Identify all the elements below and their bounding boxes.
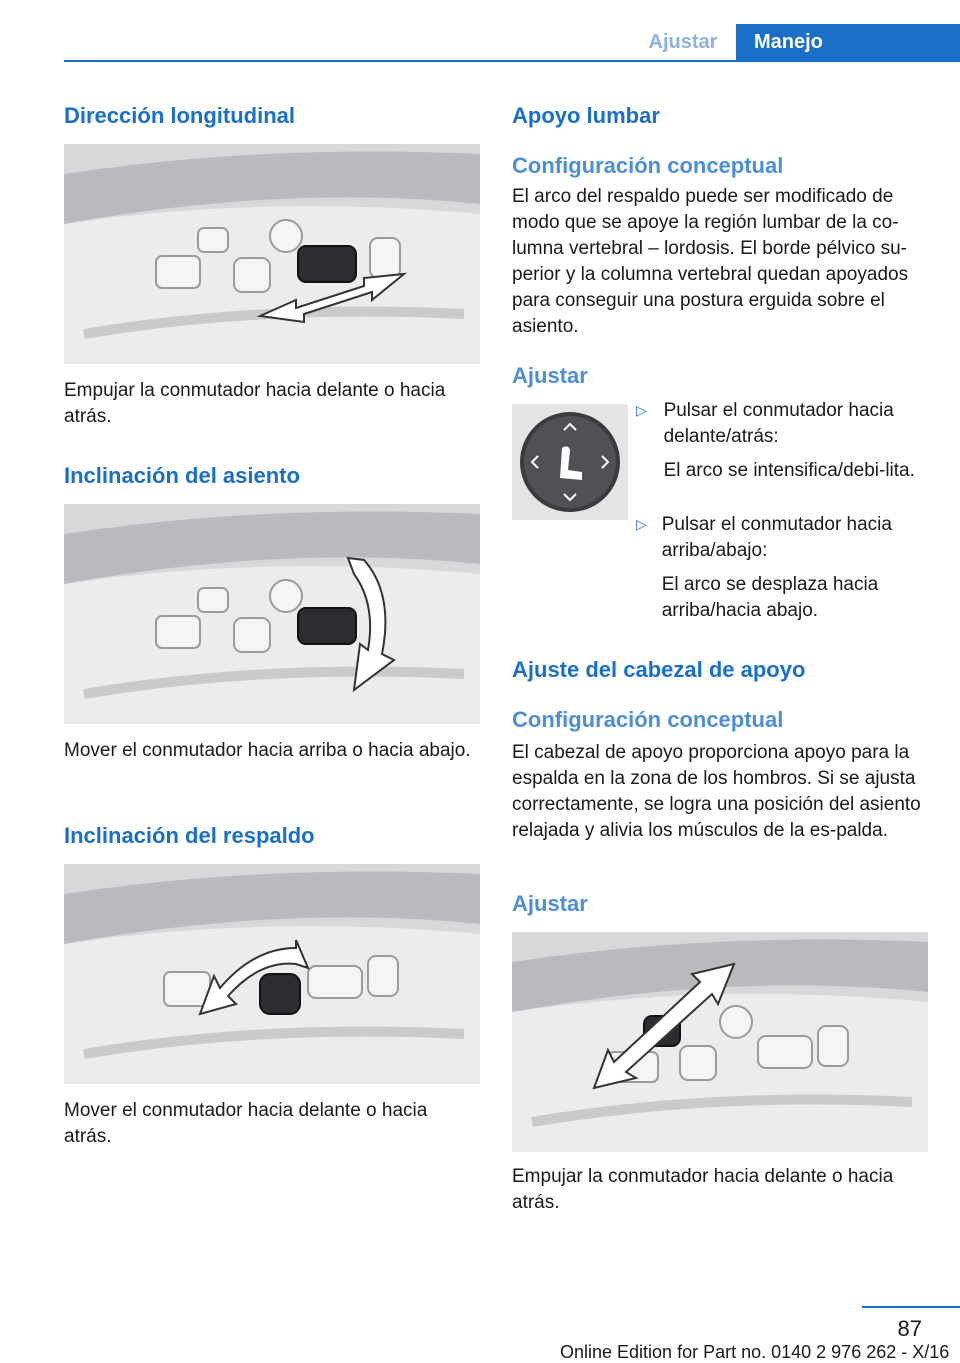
footer-rule	[862, 1306, 960, 1308]
heading-configuracion-conceptual-2: Configuración conceptual	[512, 707, 784, 732]
paragraph-configuracion-lumbar: El arco del respaldo puede ser modificado de modo que se apoye la región lumbar de la co-lumna vertebral – lordosis. El borde pélvico su-perior y la columna vertebral quedan apoyados para conseguir una postura erguida sobre el asiento.	[512, 186, 909, 337]
bullet-text: Pulsar el conmutador hacia arriba/abajo:	[661, 514, 892, 561]
list-item	[636, 512, 932, 624]
heading-ajustar-1: Ajustar	[512, 363, 588, 388]
figure-seat-tilt	[64, 504, 480, 724]
triangle-bullet-icon: ▷	[636, 402, 647, 418]
figure-headrest-adjust	[512, 932, 928, 1152]
heading-inclinacion-respaldo: Inclinación del respaldo	[64, 823, 315, 848]
bullet-subtext: El arco se intensifica/debi-lita.	[663, 460, 915, 481]
heading-ajuste-cabezal: Ajuste del cabezal de apoyo	[512, 657, 806, 682]
figure-backrest-tilt	[64, 864, 480, 1084]
heading-apoyo-lumbar: Apoyo lumbar	[512, 103, 660, 128]
heading-configuracion-conceptual-1: Configuración conceptual	[512, 153, 784, 178]
heading-ajustar-2: Ajustar	[512, 891, 588, 916]
heading-direccion-longitudinal: Dirección longitudinal	[64, 103, 296, 128]
paragraph-configuracion-cabezal: El cabezal de apoyo proporciona apoyo para la espalda en la zona de los hombros. Si se ajusta correctamente, se logra una posición del asiento relajada y alivia los músculos de la es-palda.	[512, 742, 921, 841]
caption-cabezal: Empujar la conmutador hacia delante o hacia atrás.	[512, 1166, 894, 1213]
header-tab-manejo[interactable]: Manejo	[736, 24, 960, 60]
figure-lumbar-switch	[512, 404, 628, 520]
bullet-subtext: El arco se desplaza hacia arriba/hacia abajo.	[661, 574, 879, 621]
caption-direccion-longitudinal: Empujar la conmutador hacia delante o hacia atrás.	[64, 380, 446, 427]
triangle-bullet-icon: ▷	[636, 516, 647, 532]
header-rule	[64, 60, 960, 62]
caption-inclinacion-asiento: Mover el conmutador hacia arriba o hacia abajo.	[64, 740, 471, 761]
caption-inclinacion-respaldo: Mover el conmutador hacia delante o hacia atrás.	[64, 1100, 428, 1147]
footer-edition-text: Online Edition for Part no. 0140 2 976 262 - X/16	[560, 1342, 950, 1362]
bullet-text: Pulsar el conmutador hacia delante/atrás:	[663, 400, 894, 447]
list-item	[636, 398, 932, 484]
page-number: 87	[897, 1316, 922, 1341]
heading-inclinacion-asiento: Inclinación del asiento	[64, 463, 300, 488]
header-tab-ajustar[interactable]: Ajustar	[648, 30, 718, 53]
figure-seat-longitudinal	[64, 144, 480, 364]
